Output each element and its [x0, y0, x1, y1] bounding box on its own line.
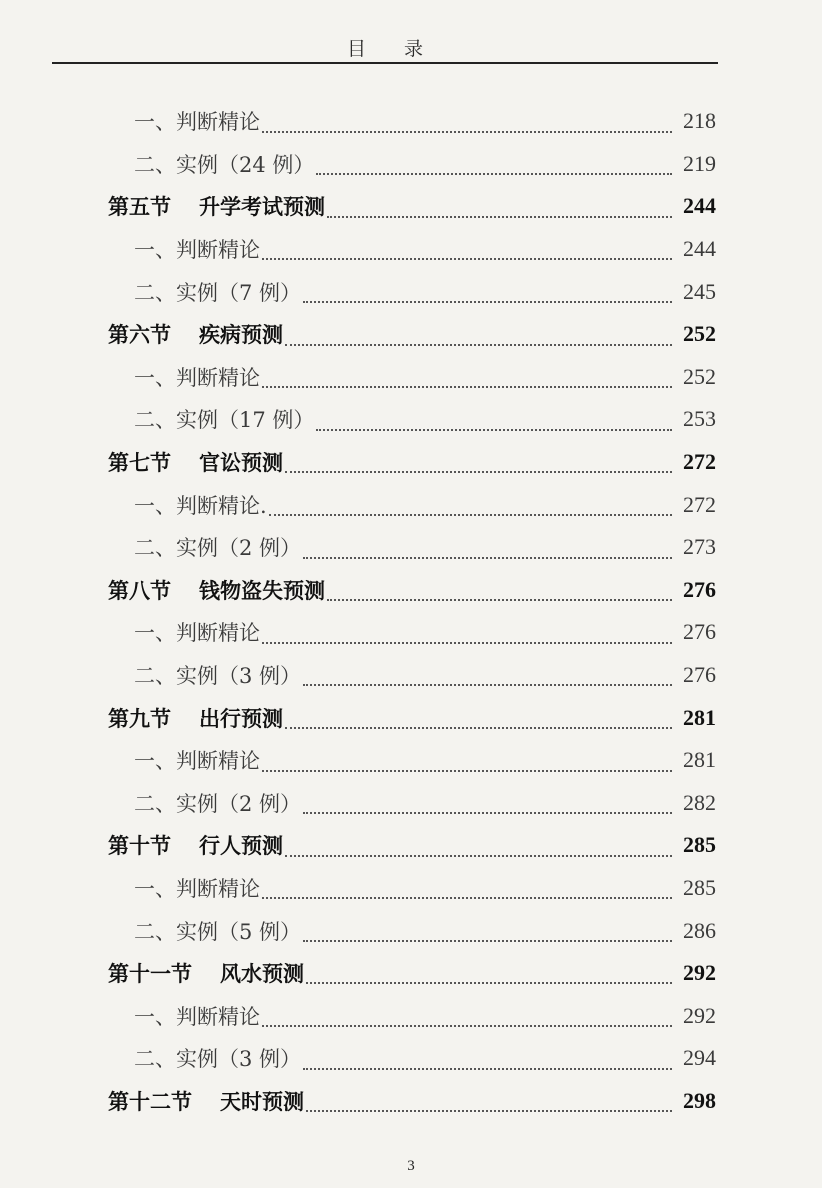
- dot-leader: [327, 599, 672, 601]
- toc-subentry: [108, 782, 716, 825]
- dot-leader: [303, 812, 672, 814]
- dot-leader: [327, 216, 672, 218]
- dot-leader: [285, 471, 672, 473]
- toc-subentry: [108, 100, 716, 143]
- subentry-label: 二、实例（3 例）: [134, 664, 302, 689]
- subentry-label: 二、实例（2 例）: [134, 536, 302, 561]
- header-rule: [52, 62, 718, 64]
- dot-leader: [262, 1025, 672, 1027]
- subentry-label: 一、判断精论: [134, 1004, 260, 1029]
- section-number: 第七节: [108, 450, 171, 476]
- section-heading: [108, 191, 325, 221]
- subentry-label: 二、实例（3 例）: [134, 1047, 302, 1072]
- toc-subentry: [108, 739, 716, 782]
- page-title: 目录: [346, 38, 461, 60]
- toc-subentry: [108, 270, 716, 313]
- section-number: 第十节: [108, 833, 171, 859]
- dot-leader: [285, 344, 672, 346]
- toc-section-entry: [108, 696, 716, 739]
- toc-page-number: 272: [683, 491, 716, 517]
- section-heading: [108, 319, 283, 349]
- subentry-label: 一、判断精论.: [134, 493, 267, 518]
- section-number: 第五节: [108, 194, 171, 220]
- dot-leader: [269, 514, 672, 516]
- toc-page-number: 281: [683, 704, 716, 730]
- toc-section-entry: [108, 441, 716, 484]
- dot-leader: [303, 557, 672, 559]
- dot-leader: [285, 855, 672, 857]
- toc-page-number: 252: [683, 363, 716, 389]
- section-number: 第八节: [108, 577, 171, 603]
- subentry-label: 一、判断精论: [134, 365, 260, 390]
- toc-subentry: [108, 398, 716, 441]
- section-number: 第十一节: [108, 961, 192, 987]
- toc-page-number: 252: [683, 321, 716, 347]
- subentry-label: 一、判断精论: [134, 749, 260, 774]
- dot-leader: [262, 258, 672, 260]
- section-number: 第六节: [108, 322, 171, 348]
- section-heading: [108, 703, 283, 733]
- subentry-label: 一、判断精论: [134, 238, 260, 263]
- section-title: 出行预测: [199, 705, 283, 731]
- table-of-contents: [108, 100, 716, 1122]
- page-header: [52, 30, 718, 64]
- toc-page-number: 281: [683, 747, 716, 773]
- toc-section-entry: [108, 952, 716, 995]
- subentry-label: 二、实例（17 例）: [134, 408, 315, 433]
- section-heading: [108, 447, 283, 477]
- toc-subentry: [108, 909, 716, 952]
- section-title: 升学考试预测: [199, 194, 325, 220]
- dot-leader: [316, 173, 672, 175]
- toc-subentry: [108, 483, 716, 526]
- toc-page-number: 244: [683, 193, 716, 219]
- toc-section-entry: [108, 313, 716, 356]
- page-number: 3: [407, 1158, 415, 1174]
- toc-page-number: 245: [683, 278, 716, 304]
- toc-page-number: 298: [683, 1087, 716, 1113]
- section-heading: [108, 958, 304, 988]
- toc-subentry: [108, 994, 716, 1037]
- dot-leader: [303, 940, 672, 942]
- toc-subentry: [108, 611, 716, 654]
- toc-section-entry: [108, 824, 716, 867]
- toc-page-number: 244: [683, 236, 716, 262]
- dot-leader: [285, 727, 672, 729]
- toc-page-number: 276: [683, 576, 716, 602]
- section-title: 官讼预测: [199, 450, 283, 476]
- dot-leader: [306, 982, 672, 984]
- section-heading: [108, 1086, 304, 1116]
- toc-page-number: 276: [683, 662, 716, 688]
- toc-page-number: 219: [683, 150, 716, 176]
- subentry-label: 一、判断精论: [134, 621, 260, 646]
- dot-leader: [262, 642, 672, 644]
- subentry-label: 一、判断精论: [134, 876, 260, 901]
- toc-subentry: [108, 867, 716, 910]
- toc-page-number: 272: [683, 449, 716, 475]
- section-title: 行人预测: [199, 833, 283, 859]
- toc-section-entry: [108, 569, 716, 612]
- toc-subentry: [108, 526, 716, 569]
- toc-page-number: 292: [683, 960, 716, 986]
- toc-page-number: 285: [683, 832, 716, 858]
- toc-section-entry: [108, 185, 716, 228]
- toc-page-number: 273: [683, 534, 716, 560]
- dot-leader: [262, 770, 672, 772]
- toc-subentry: [108, 654, 716, 697]
- toc-page-number: 292: [683, 1002, 716, 1028]
- subentry-label: 二、实例（5 例）: [134, 919, 302, 944]
- toc-subentry: [108, 228, 716, 271]
- toc-subentry: [108, 356, 716, 399]
- dot-leader: [316, 429, 672, 431]
- toc-page-number: 276: [683, 619, 716, 645]
- dot-leader: [303, 1068, 672, 1070]
- dot-leader: [262, 897, 672, 899]
- section-title: 钱物盗失预测: [199, 577, 325, 603]
- toc-page-number: 286: [683, 917, 716, 943]
- dot-leader: [303, 684, 672, 686]
- dot-leader: [262, 386, 672, 388]
- section-title: 风水预测: [220, 961, 304, 987]
- toc-subentry: [108, 143, 716, 186]
- toc-page-number: 294: [683, 1045, 716, 1071]
- section-title: 疾病预测: [199, 322, 283, 348]
- dot-leader: [262, 131, 672, 133]
- toc-subentry: [108, 1037, 716, 1080]
- toc-page-number: 285: [683, 874, 716, 900]
- toc-page-number: 282: [683, 789, 716, 815]
- section-heading: [108, 830, 283, 860]
- subentry-label: 二、实例（24 例）: [134, 152, 315, 177]
- toc-page-number: 218: [683, 108, 716, 134]
- toc-page-number: 253: [683, 406, 716, 432]
- dot-leader: [303, 301, 672, 303]
- section-number: 第十二节: [108, 1088, 192, 1114]
- section-title: 天时预测: [220, 1088, 304, 1114]
- dot-leader: [306, 1110, 672, 1112]
- toc-section-entry: [108, 1080, 716, 1123]
- section-number: 第九节: [108, 705, 171, 731]
- section-heading: [108, 575, 325, 605]
- subentry-label: 二、实例（2 例）: [134, 791, 302, 816]
- subentry-label: 一、判断精论: [134, 110, 260, 135]
- subentry-label: 二、实例（7 例）: [134, 280, 302, 305]
